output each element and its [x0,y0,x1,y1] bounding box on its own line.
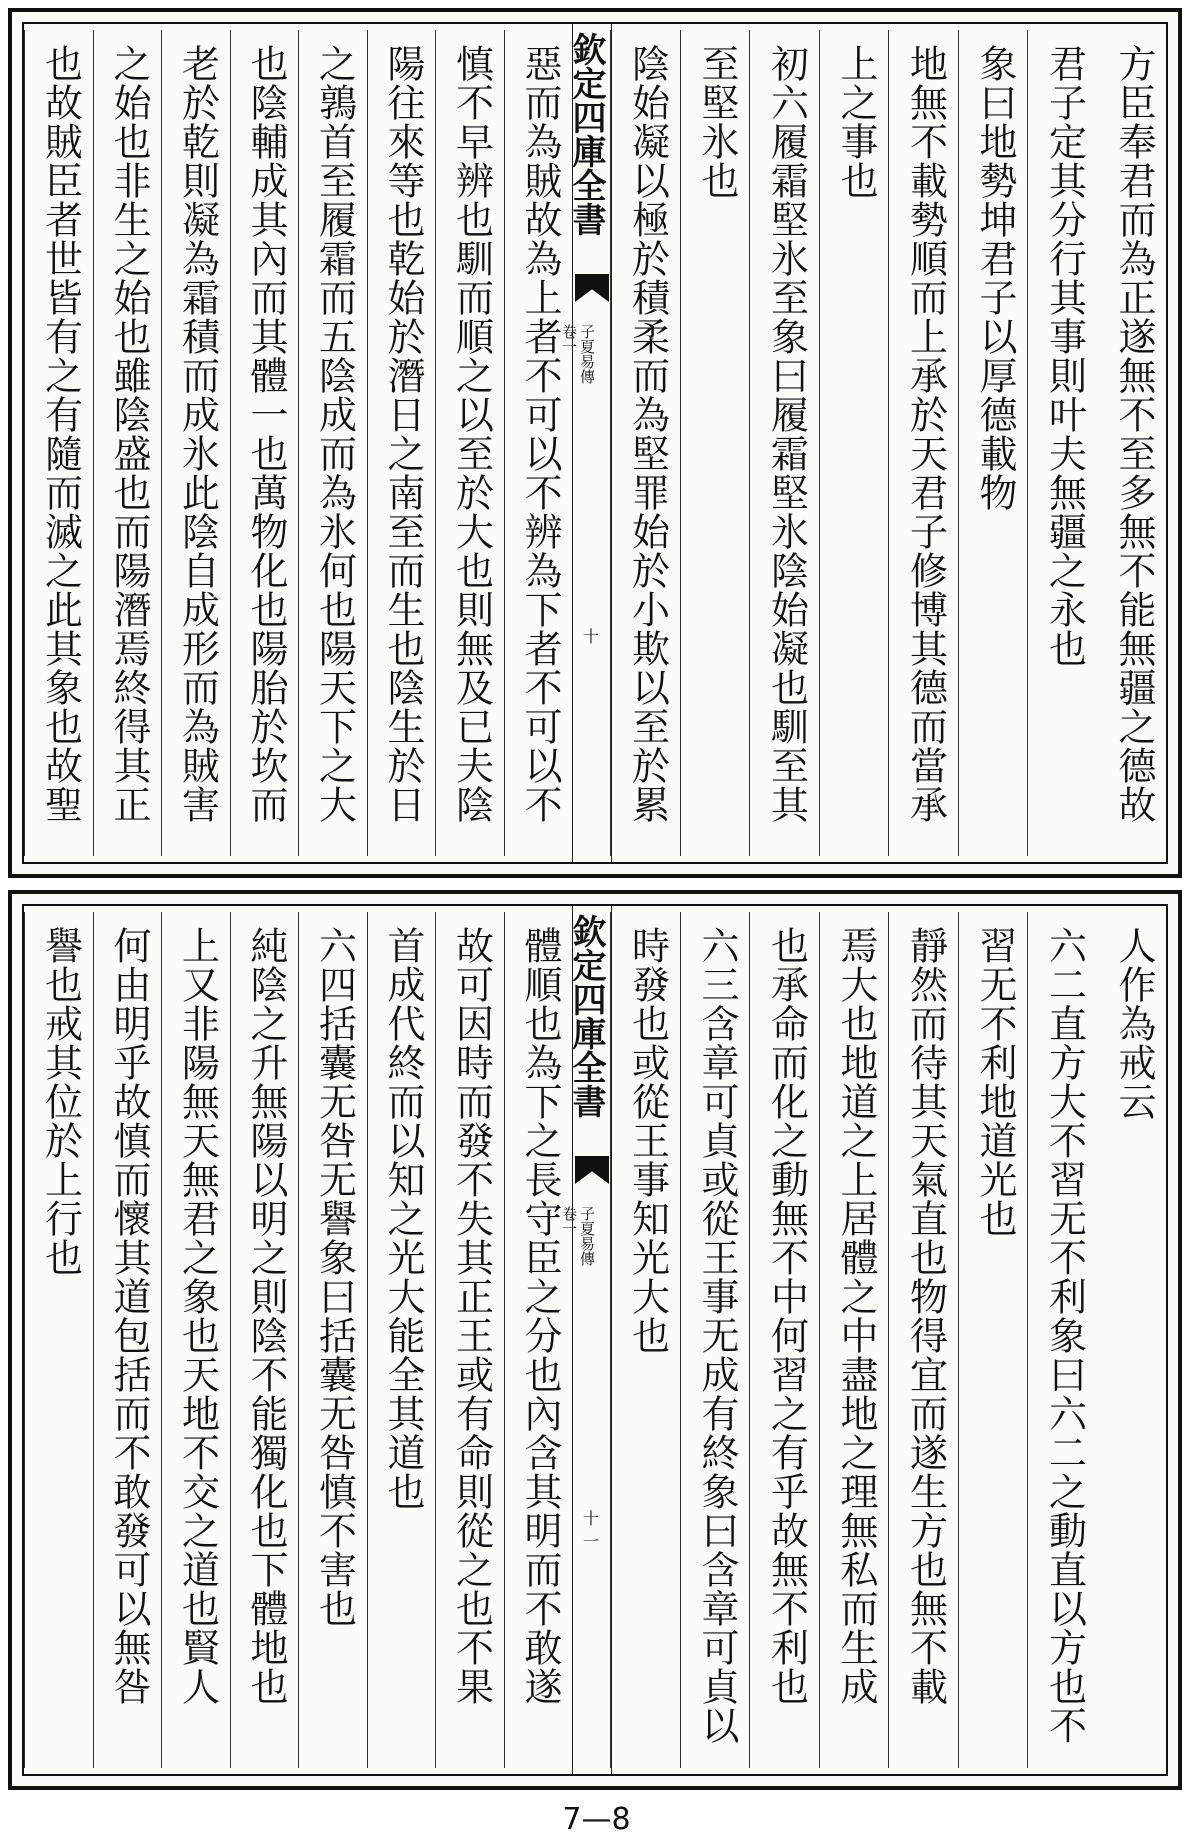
top-right-text-column: 陰始凝以極於積柔而為堅罪始於小欺以至於累 [610,30,680,856]
bottom-left-text-column: 六四括囊无咎无譽象曰括囊无咎慎不害也 [298,912,367,1768]
bottom-left-text-column: 純陰之升無陽以明之則陰不能獨化也下體地也 [230,912,299,1768]
top-right-text-column: 初六履霜堅氷至象曰履霜堅氷陰始凝也馴至其 [749,30,819,856]
bottom-left-text-column: 首成代終而以知之光大能全其道也 [367,912,436,1768]
top-left-text-column: 也陰輔成其內而其體一也萬物化也陽胎於坎而 [230,30,299,856]
top-left-text-column: 惡而為賊故為上者不可以不辨為下者不可以不 [504,30,573,856]
top-left-text-column: 老於乾則凝為霜積而成氷此陰自成形而為賊害 [161,30,230,856]
fold-book-title: 子夏易傳 [578,1206,596,1266]
fold-volume: 卷一 [560,1206,578,1236]
top-center-fold [560,24,612,862]
top-right-text-column: 上之事也 [819,30,889,856]
bottom-right-text-column: 人作為戒云 [1112,926,1156,1121]
page-number-footer: 7—8 [562,1802,631,1837]
bottom-left-text-column: 上又非陽無天無君之象也天地不交之道也賢人 [161,912,230,1768]
bottom-right-text-column: 習无不利地道光也 [958,912,1028,1768]
top-page-frame [22,22,1168,864]
top-left-text-column: 陽往來等也乾始於潛日之南至而生也陰生於日 [367,30,436,856]
top-right-text-column: 方臣奉君而為正遂無不至多無不能無疆之德故 [1112,44,1156,824]
top-right-text-column: 地無不載勢順而上承於天君子修博其德而當承 [888,30,958,856]
bottom-right-text-column: 時發也或從王事知光大也 [610,912,680,1768]
top-right-text-column: 象曰地勢坤君子以厚德載物 [958,30,1028,856]
bottom-left-text-column: 故可因時而發不失其正王或有命則從之也不果 [435,912,504,1768]
top-right-text-column: 至堅氷也 [680,30,750,856]
bottom-page-frame [22,904,1168,1776]
bottom-page [8,890,1182,1790]
bottom-left-text-column: 體順也為下之長守臣之分也內含其明而不敢遂 [504,912,573,1768]
bottom-right-text-column: 靜然而待其天氣直也物得宜而遂生方也無不載 [888,912,958,1768]
bottom-right-text-column: 也承命而化之動無不中何習之有乎故無不利也 [749,912,819,1768]
bottom-center-fold [560,906,612,1774]
top-left-text-column: 之始也非生之始也雖陰盛也而陽潛焉終得其正 [93,30,162,856]
bottom-left-text-column: 譽也戒其位於上行也 [24,912,93,1768]
bottom-right-text-column: 六三含章可貞或從王事无成有終象曰含章可貞以 [680,912,750,1768]
fold-page-number: 十一 [583,1509,600,1551]
fold-book-title: 子夏易傳 [578,324,596,384]
top-page [8,8,1182,878]
bottom-right-text-column: 六二直方大不習无不利象曰六二之動直以方也不 [1027,912,1097,1768]
top-left-text-column: 之鶉首至履霜而五陰成而為氷何也陽天下之大 [298,30,367,856]
fishtail-mark-icon [575,274,609,302]
fishtail-mark-icon [575,1156,609,1184]
fold-title: 欽定四庫全書 [566,914,606,1118]
fold-title: 欽定四庫全書 [566,32,606,236]
bottom-left-text-column: 何由明乎故慎而懷其道包括而不敢發可以無咎 [93,912,162,1768]
top-right-text-column: 君子定其分行其事則叶夫無疆之永也 [1027,30,1097,856]
top-left-text-column: 慎不早辨也馴而順之以至於大也則無及已夫陰 [435,30,504,856]
bottom-right-text-column: 焉大也地道之上居體之中盡地之理無私而生成 [819,912,889,1768]
top-left-text-column: 也故賊臣者世皆有之有隨而滅之此其象也故聖 [24,30,93,856]
fold-page-number: 十 [583,627,600,646]
fold-volume: 卷一 [560,324,578,354]
